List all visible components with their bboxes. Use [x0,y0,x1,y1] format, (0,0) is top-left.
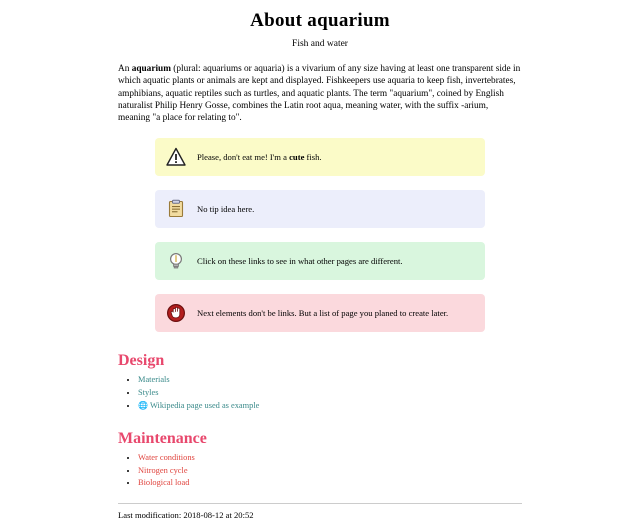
link-nitrogen-cycle[interactable]: Nitrogen cycle [138,465,188,475]
link-biological-load[interactable]: Biological load [138,478,190,488]
warning-box-text [197,152,322,163]
page-subtitle: Fish and water [292,39,348,49]
warning-triangle-icon [165,146,187,168]
design-link-list [0,374,640,412]
intro-paragraph [118,63,522,124]
section-heading-maintenance: Maintenance [118,429,207,447]
warning-text-prefix: Please, don't eat me! I'm a [197,151,290,162]
warning-text-suffix: fish. [304,151,322,162]
list-item[interactable] [138,387,640,399]
alert-box [155,294,485,332]
document-page [0,10,640,520]
alert-box-text: Next elements don't be links. But a list of page you planed to create later. [197,307,449,318]
list-item[interactable] [138,374,640,386]
list-item[interactable] [138,477,640,489]
message-boxes [155,138,485,332]
list-item[interactable] [138,465,640,477]
tip-box-text: Click on these links to see in what other pages are different. [197,255,403,266]
footer-divider [118,503,522,504]
section-heading-design: Design [118,352,165,370]
external-link-icon: 🌐 [138,400,148,410]
link-materials[interactable]: Materials [138,375,170,385]
lightbulb-icon [165,250,187,272]
warning-box [155,138,485,176]
note-clipboard-icon [165,198,187,220]
intro-bold-term: aquarium [131,64,171,74]
last-modification-text: Last modification: 2018-08-12 at 20:52 [118,510,254,520]
warning-text-bold: cute [289,151,305,162]
list-item[interactable] [138,452,640,464]
link-wikipedia-example[interactable] [138,401,259,410]
link-water-conditions[interactable]: Water conditions [138,452,195,462]
maintenance-link-list [0,452,640,490]
intro-prefix: An [118,64,132,74]
tip-box [155,242,485,280]
link-wikipedia-label: Wikipedia page used as example [149,400,260,410]
intro-rest: (plural: aquariums or aquaria) is a vivarium of any size having at least one transparent side in which aquatic plants or animals are kept and displayed. Fishkeepers use aquaria to keep fish, invertebrates, amphibians, aquatic reptiles such as turtles, and aquatic plants. The term "aquarium", coined by English naturalist Philip Henry Gosse, combines the Latin root aqua, meaning water, with the suffix -arium, meaning "a place for relating to". [118,64,521,124]
note-box-text: No tip idea here. [197,203,255,214]
note-box [155,190,485,228]
stop-hand-icon [165,302,187,324]
list-item[interactable] [138,400,640,412]
page-title: About aquarium [250,10,390,31]
link-styles[interactable]: Styles [138,388,159,398]
